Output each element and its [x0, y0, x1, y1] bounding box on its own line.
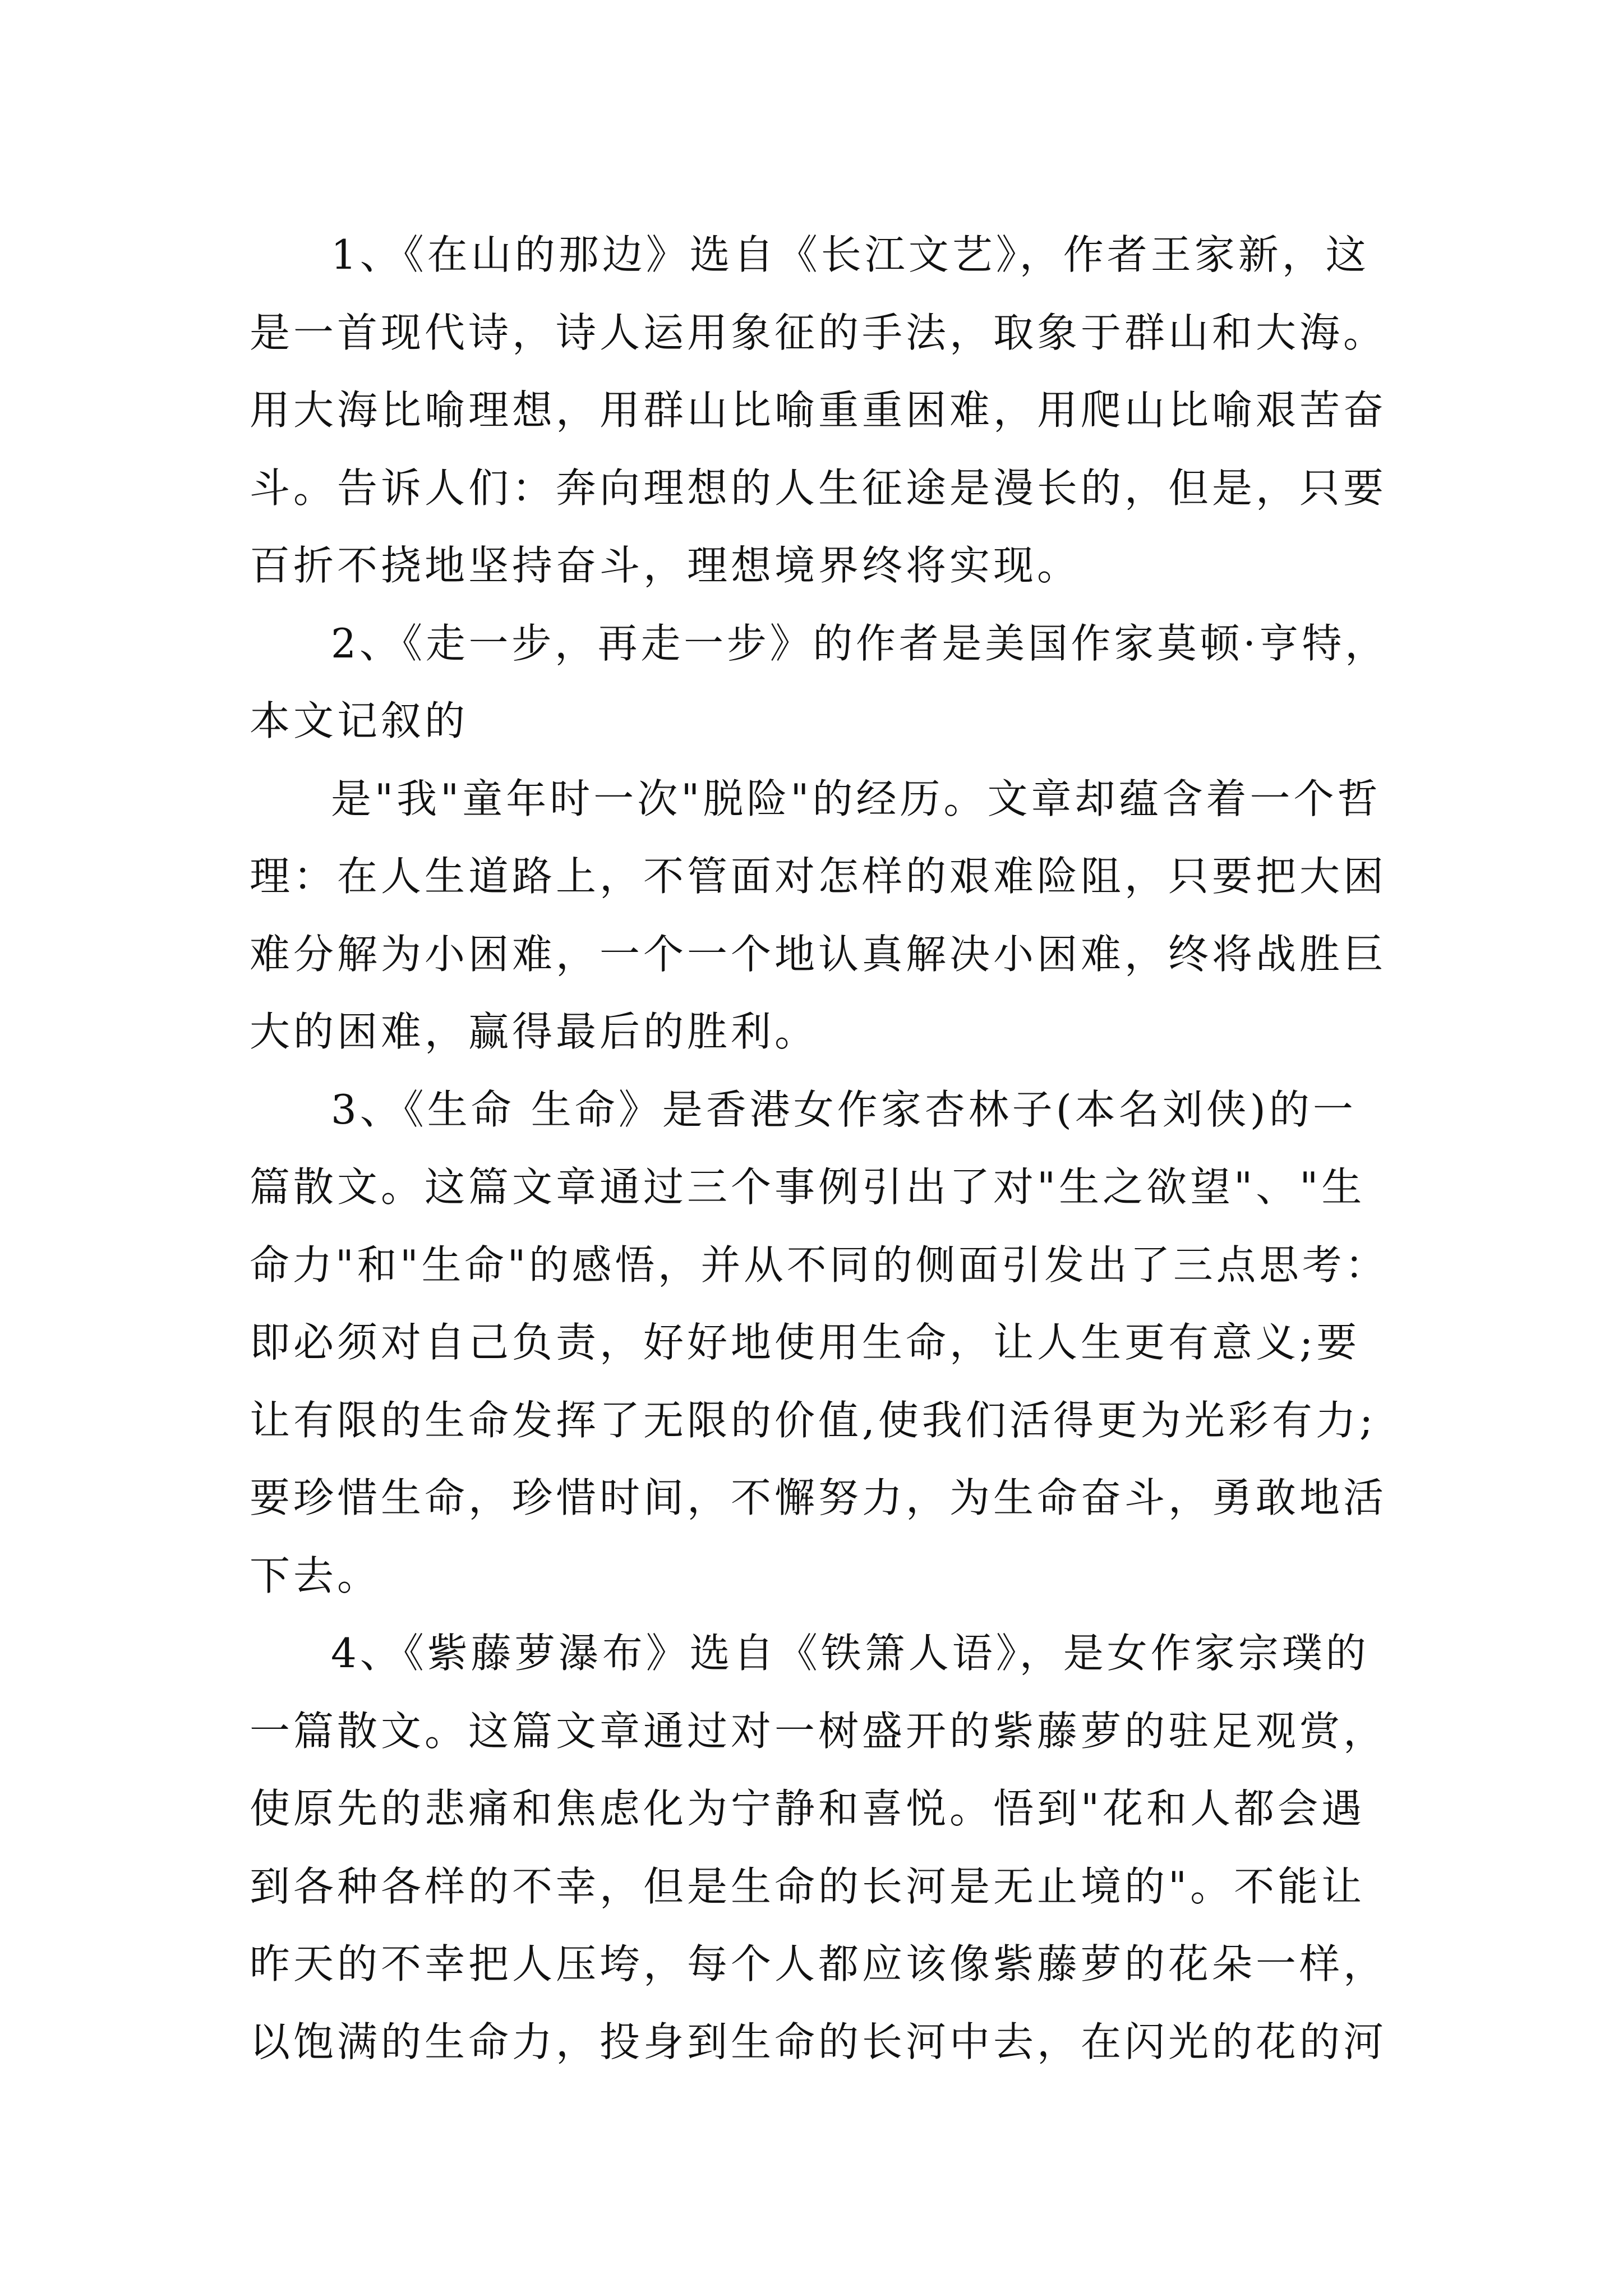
text-line: 用大海比喻理想，用群山比喻重重困难，用爬山比喻艰苦奋 [250, 386, 1387, 434]
text-line: 是一首现代诗，诗人运用象征的手法，取象于群山和大海。 [250, 309, 1387, 356]
text-line: 命力"和"生命"的感悟，并从不同的侧面引发出了三点思考： [250, 1241, 1388, 1289]
text-line: 百折不挠地坚持奋斗，理想境界终将实现。 [250, 542, 1081, 589]
text-line: 要珍惜生命，珍惜时间，不懈努力，为生命奋斗，勇敢地活 [250, 1474, 1387, 1521]
text-line: 让有限的生命发挥了无限的价值,使我们活得更为光彩有力; [250, 1396, 1377, 1444]
text-line: 1、《在山的那边》选自《长江文艺》，作者王家新，这 [331, 231, 1370, 278]
text-line: 大的困难，赢得最后的胜利。 [250, 1008, 819, 1055]
text-line: 篇散文。这篇文章通过三个事例引出了对"生之欲望"、"生 [250, 1163, 1366, 1211]
text-line: 到各种各样的不幸，但是生命的长河是无止境的"。不能让 [250, 1862, 1366, 1910]
text-line: 以饱满的生命力，投身到生命的长河中去，在闪光的花的河 [250, 2018, 1387, 2065]
text-line: 理：在人生道路上，不管面对怎样的艰难险阻，只要把大困 [250, 853, 1387, 900]
text-line: 4、《紫藤萝瀑布》选自《铁箫人语》，是女作家宗璞的 [331, 1630, 1370, 1677]
text-line: 难分解为小困难，一个一个地认真解决小困难，终将战胜巨 [250, 930, 1387, 978]
text-line: 斗。告诉人们：奔向理想的人生征途是漫长的，但是，只要 [250, 464, 1387, 512]
text-line: 3、《生命 生命》是香港女作家杏林子(本名刘侠)的一 [331, 1085, 1357, 1133]
text-line: 一篇散文。这篇文章通过对一树盛开的紫藤萝的驻足观赏， [250, 1707, 1387, 1755]
text-line: 2、《走一步，再走一步》的作者是美国作家莫顿·亨特， [331, 619, 1388, 667]
text-line: 下去。 [250, 1552, 381, 1599]
text-line: 即必须对自己负责，好好地使用生命，让人生更有意义;要 [250, 1319, 1361, 1366]
text-line: 使原先的悲痛和焦虑化为宁静和喜悦。悟到"花和人都会遇 [250, 1785, 1366, 1832]
document-body [250, 216, 1388, 2081]
text-line: 昨天的不幸把人压垮，每个人都应该像紫藤萝的花朵一样， [250, 1940, 1387, 1987]
text-line: 是"我"童年时一次"脱险"的经历。文章却蕴含着一个哲 [331, 775, 1381, 822]
text-line: 本文记叙的 [250, 697, 469, 744]
